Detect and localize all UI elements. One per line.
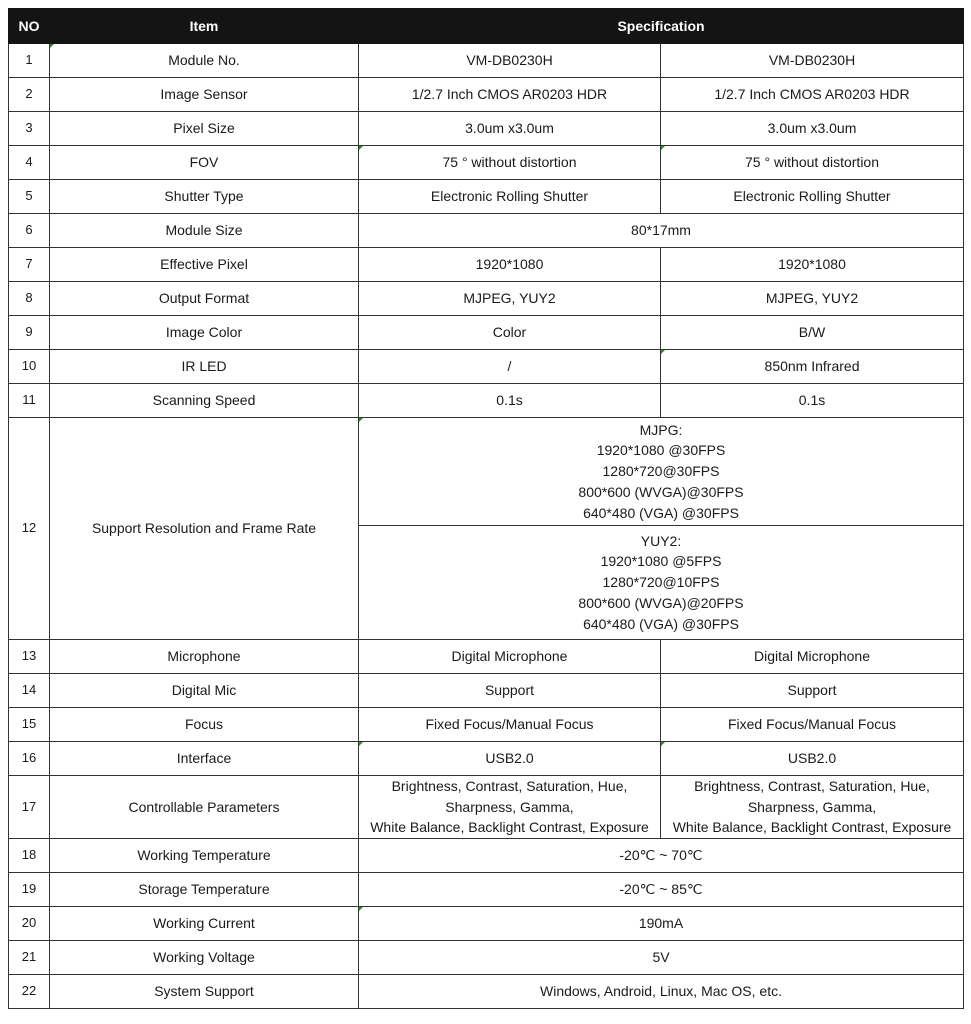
yuy2-line: 800*600 (WVGA)@20FPS: [578, 594, 744, 611]
parameter-line: Sharpness, Gamma,: [445, 798, 574, 815]
table-row: [9, 316, 964, 350]
spec-value: USB2.0: [359, 742, 661, 776]
spec-value: 1920*1080: [661, 248, 964, 282]
row-no: 17: [9, 776, 50, 839]
row-item: Output Format: [50, 282, 359, 316]
mjpg-line: MJPG:: [639, 421, 683, 438]
table-row: [9, 282, 964, 316]
parameter-line: White Balance, Backlight Contrast, Exposure: [370, 819, 649, 836]
table-row: [9, 907, 964, 941]
mjpg-line: 1280*720@30FPS: [602, 463, 720, 480]
mjpg-resolutions: [359, 418, 964, 526]
row-item: Working Temperature: [50, 839, 359, 873]
row-no: 15: [9, 708, 50, 742]
spec-value: Support: [359, 674, 661, 708]
yuy2-line: 640*480 (VGA) @30FPS: [583, 615, 739, 632]
row-no: 9: [9, 316, 50, 350]
row-no: 3: [9, 112, 50, 146]
table-row: [9, 78, 964, 112]
row-item: Interface: [50, 742, 359, 776]
parameter-line: Brightness, Contrast, Saturation, Hue,: [694, 778, 930, 794]
spec-value: Digital Microphone: [661, 640, 964, 674]
row-item: Microphone: [50, 640, 359, 674]
row-item: Focus: [50, 708, 359, 742]
table-row: [9, 146, 964, 180]
spec-value: 1/2.7 Inch CMOS AR0203 HDR: [661, 78, 964, 112]
row-no: 10: [9, 350, 50, 384]
table-row: [9, 776, 964, 839]
row-no: 4: [9, 146, 50, 180]
row-item: Module No.: [50, 44, 359, 78]
table-row: [9, 873, 964, 907]
row-no: 13: [9, 640, 50, 674]
row-item: Image Sensor: [50, 78, 359, 112]
row-no: 19: [9, 873, 50, 907]
spec-value: 1/2.7 Inch CMOS AR0203 HDR: [359, 78, 661, 112]
table-row: [9, 180, 964, 214]
header-specification: Specification: [359, 9, 964, 44]
spec-value: 3.0um x3.0um: [359, 112, 661, 146]
mjpg-line: 640*480 (VGA) @30FPS: [583, 504, 739, 521]
spec-value: MJPEG, YUY2: [661, 282, 964, 316]
spec-value: MJPEG, YUY2: [359, 282, 661, 316]
row-no: 2: [9, 78, 50, 112]
header-no: NO: [9, 9, 50, 44]
row-item: Scanning Speed: [50, 384, 359, 418]
spec-value: VM-DB0230H: [359, 44, 661, 78]
spec-value: 3.0um x3.0um: [661, 112, 964, 146]
row-no: 22: [9, 975, 50, 1009]
row-no: 21: [9, 941, 50, 975]
spec-value: Color: [359, 316, 661, 350]
row-no: 18: [9, 839, 50, 873]
table-row: [9, 839, 964, 873]
row-no: 6: [9, 214, 50, 248]
row-no: 1: [9, 44, 50, 78]
spec-value: Digital Microphone: [359, 640, 661, 674]
spec-value: 5V: [359, 941, 964, 975]
yuy2-line: 1280*720@10FPS: [602, 574, 720, 591]
table-row: [9, 384, 964, 418]
parameter-line: White Balance, Backlight Contrast, Exposure: [672, 819, 952, 836]
table-row: [9, 975, 964, 1009]
parameters-list: [661, 776, 964, 839]
row-item: Effective Pixel: [50, 248, 359, 282]
table-row: [9, 941, 964, 975]
row-no: 11: [9, 384, 50, 418]
spec-value: 75 ° without distortion: [661, 146, 964, 180]
yuy2-line: YUY2:: [640, 532, 682, 549]
spec-value: USB2.0: [661, 742, 964, 776]
table-row: [9, 350, 964, 384]
row-no: 8: [9, 282, 50, 316]
spec-value: /: [359, 350, 661, 384]
table-row: [9, 112, 964, 146]
spec-value: Electronic Rolling Shutter: [359, 180, 661, 214]
row-no: 14: [9, 674, 50, 708]
header-item: Item: [50, 9, 359, 44]
row-item: Controllable Parameters: [50, 776, 359, 839]
row-no: 20: [9, 907, 50, 941]
mjpg-line: 1920*1080 @30FPS: [596, 442, 726, 459]
row-item: Storage Temperature: [50, 873, 359, 907]
table-row: [9, 742, 964, 776]
row-item: FOV: [50, 146, 359, 180]
header-row: [9, 9, 964, 44]
row-no: 12: [9, 418, 50, 640]
spec-value: Windows, Android, Linux, Mac OS, etc.: [359, 975, 964, 1009]
row-item: Shutter Type: [50, 180, 359, 214]
spec-value: 75 ° without distortion: [359, 146, 661, 180]
parameters-list: [359, 776, 661, 839]
spec-value: 0.1s: [359, 384, 661, 418]
spec-value: 850nm Infrared: [661, 350, 964, 384]
table-row: [9, 640, 964, 674]
spec-value: B/W: [661, 316, 964, 350]
spec-value: 80*17mm: [359, 214, 964, 248]
row-item: Pixel Size: [50, 112, 359, 146]
row-item: IR LED: [50, 350, 359, 384]
spec-value: 1920*1080: [359, 248, 661, 282]
spec-value: 0.1s: [661, 384, 964, 418]
yuy2-resolutions: [359, 526, 964, 640]
spec-value: 190mA: [359, 907, 964, 941]
spec-value: Electronic Rolling Shutter: [661, 180, 964, 214]
row-item: System Support: [50, 975, 359, 1009]
row-item: Module Size: [50, 214, 359, 248]
spec-value: -20℃ ~ 85℃: [359, 873, 964, 907]
parameter-line: Brightness, Contrast, Saturation, Hue,: [391, 778, 628, 794]
row-item: Working Current: [50, 907, 359, 941]
table-row: [9, 44, 964, 78]
row-item: Image Color: [50, 316, 359, 350]
table-row: [9, 248, 964, 282]
row-no: 16: [9, 742, 50, 776]
spec-value: -20℃ ~ 70℃: [359, 839, 964, 873]
row-no: 7: [9, 248, 50, 282]
row-no: 5: [9, 180, 50, 214]
spec-value: Fixed Focus/Manual Focus: [359, 708, 661, 742]
row-item: Support Resolution and Frame Rate: [50, 418, 359, 640]
row-item: Digital Mic: [50, 674, 359, 708]
parameter-line: Sharpness, Gamma,: [747, 798, 877, 815]
spec-value: Fixed Focus/Manual Focus: [661, 708, 964, 742]
table-row: [9, 674, 964, 708]
spec-value: VM-DB0230H: [661, 44, 964, 78]
table-row: [9, 418, 964, 526]
yuy2-line: 1920*1080 @5FPS: [600, 553, 722, 570]
table-row: [9, 214, 964, 248]
row-item: Working Voltage: [50, 941, 359, 975]
mjpg-line: 800*600 (WVGA)@30FPS: [578, 483, 744, 500]
spec-table: [8, 8, 964, 1009]
spec-value: Support: [661, 674, 964, 708]
table-row: [9, 708, 964, 742]
